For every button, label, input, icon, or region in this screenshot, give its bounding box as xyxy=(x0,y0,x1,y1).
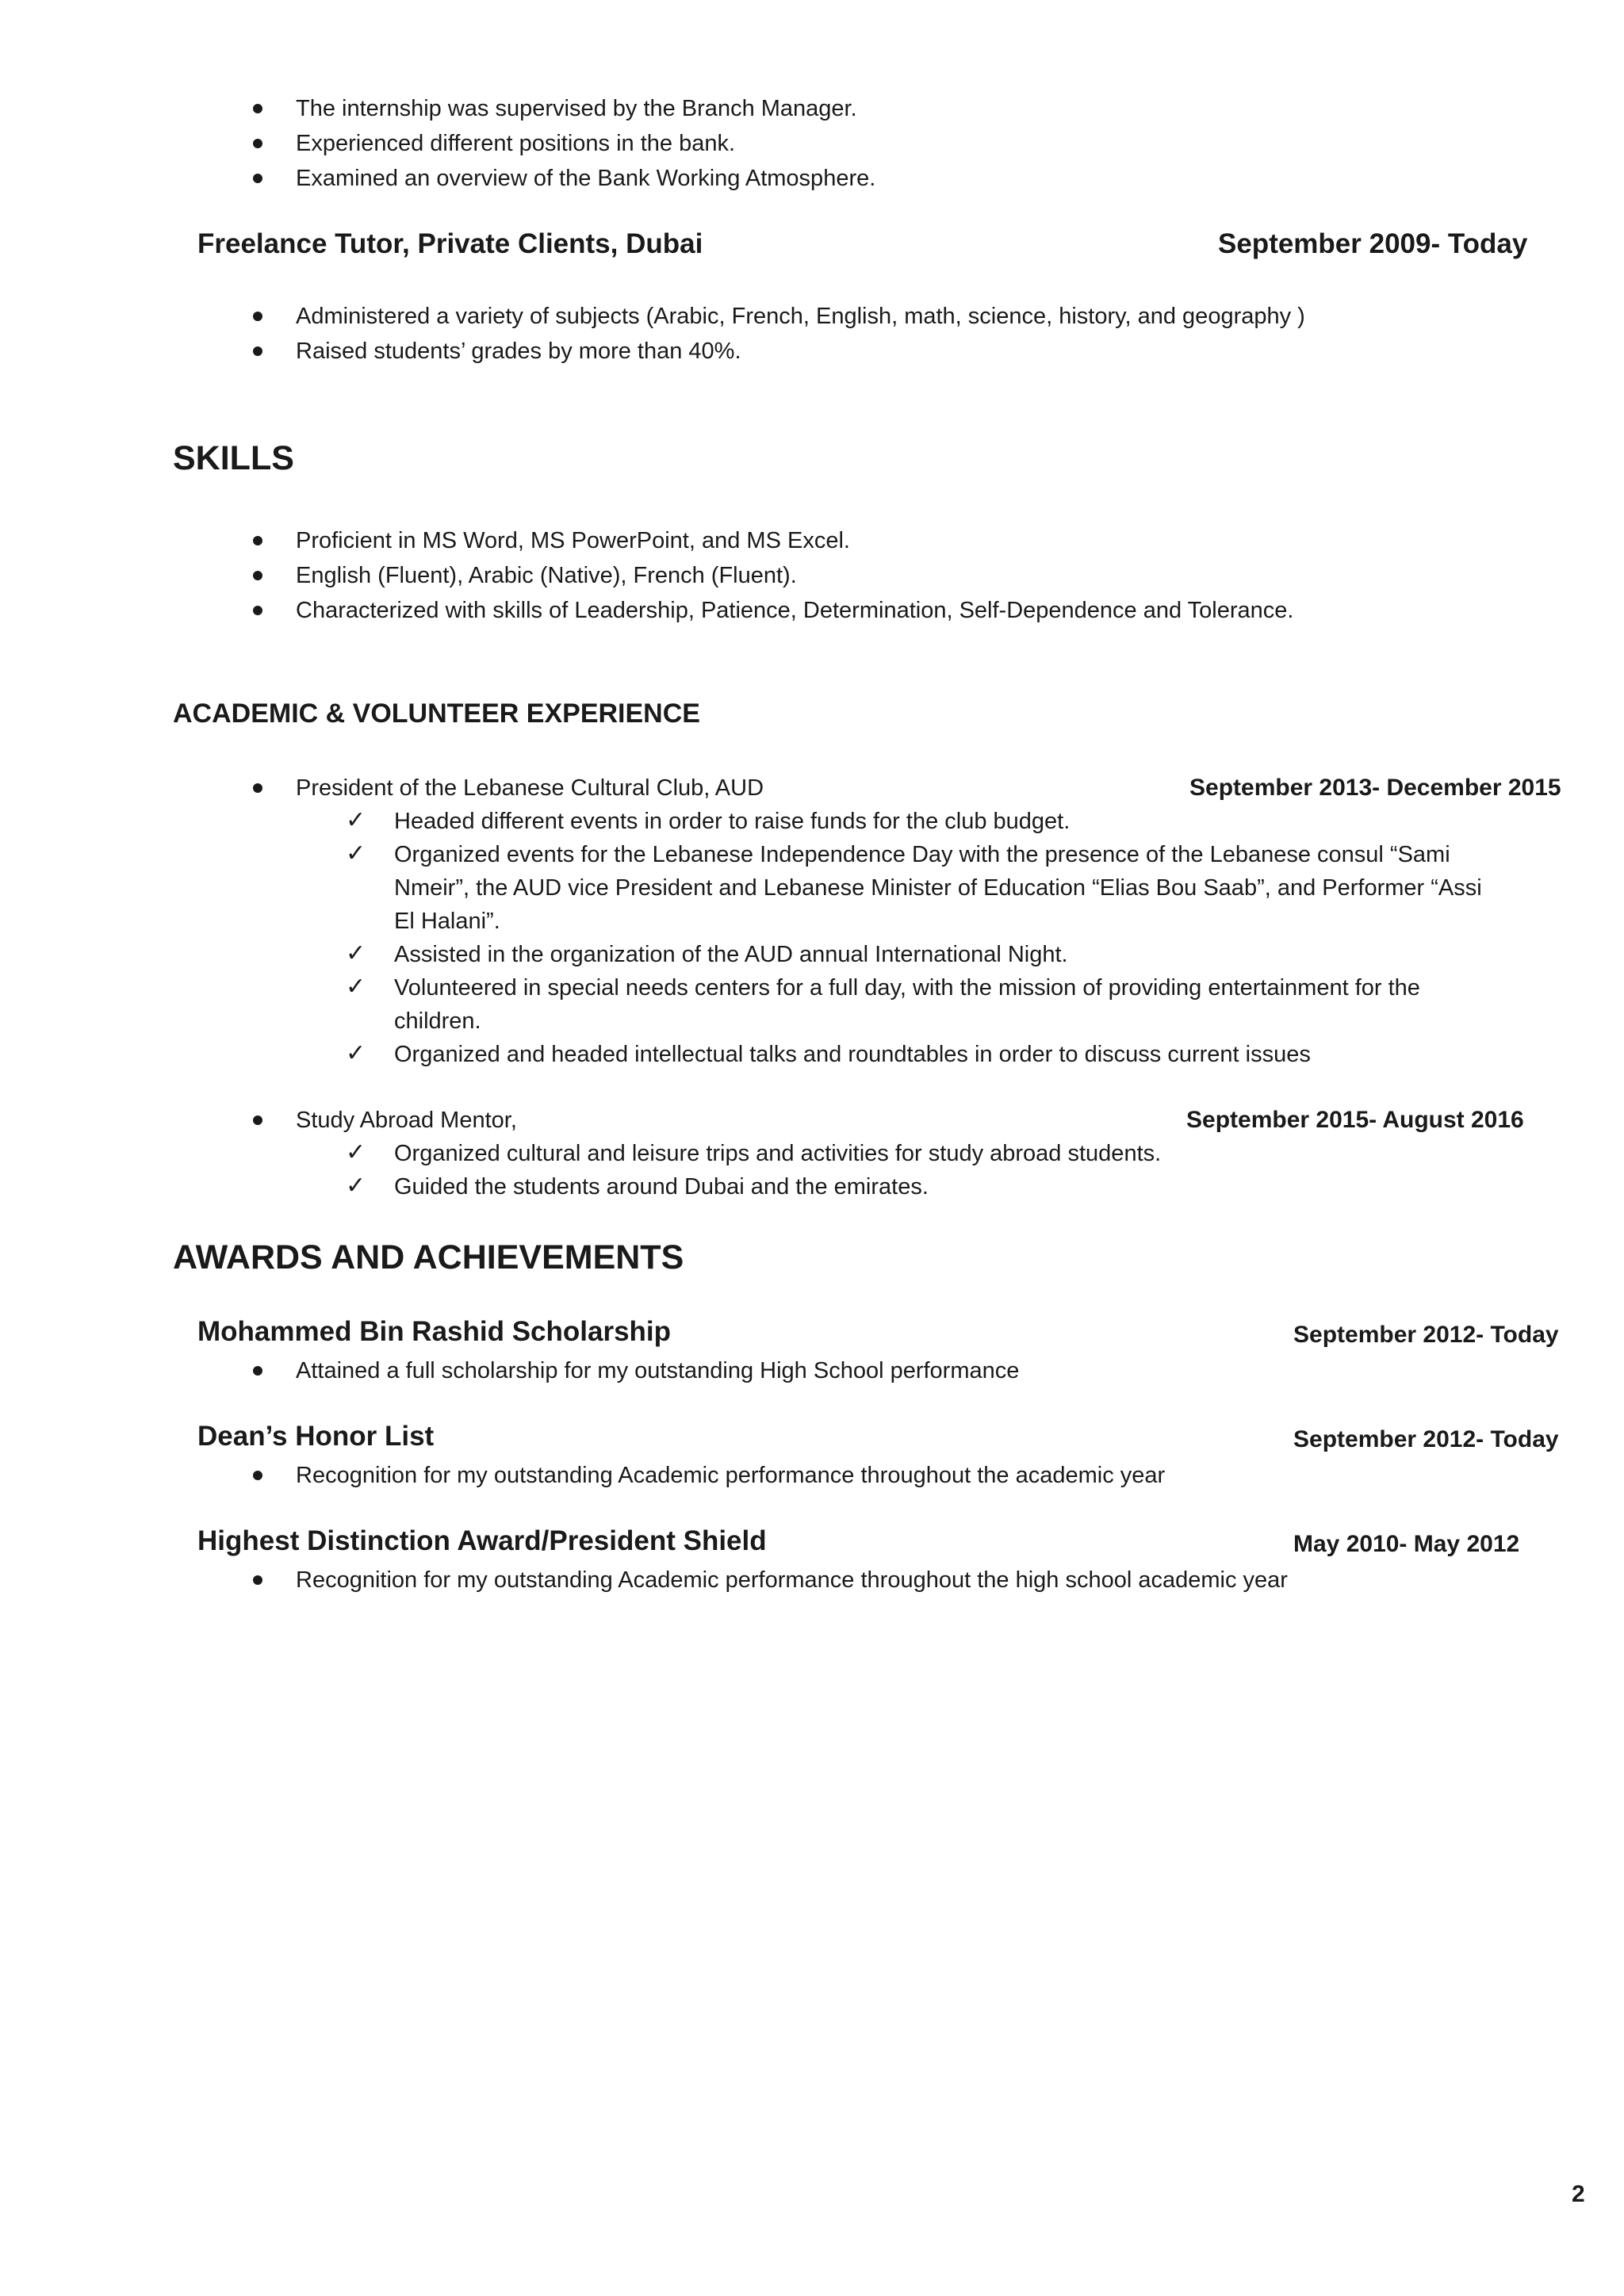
freelance-bullet: Administered a variety of subjects (Arabic, French, English, math, science, history, and geography ) xyxy=(296,304,1305,329)
check-mark-icon: ✓ xyxy=(346,840,366,867)
academic-line: children. xyxy=(394,1008,481,1034)
award-bullet: Recognition for my outstanding Academic performance throughout the academic year xyxy=(296,1463,1166,1488)
skills-bullet: Proficient in MS Word, MS PowerPoint, and MS Excel. xyxy=(296,528,850,553)
skills-heading: SKILLS xyxy=(173,439,294,477)
freelance-title: Freelance Tutor, Private Clients, Dubai xyxy=(197,228,703,259)
academic-line: Guided the students around Dubai and the emirates. xyxy=(394,1174,929,1200)
bullet-dot-icon xyxy=(253,606,262,615)
award-bullet: Attained a full scholarship for my outstanding High School performance xyxy=(296,1358,1020,1383)
award-title: Mohammed Bin Rashid Scholarship xyxy=(197,1316,672,1347)
bullet-dot-icon xyxy=(253,1471,262,1480)
check-mark-icon: ✓ xyxy=(346,806,366,834)
award-title: Highest Distinction Award/President Shield xyxy=(197,1525,767,1556)
academic-entry-title: Study Abroad Mentor, xyxy=(296,1108,517,1133)
award-bullet: Recognition for my outstanding Academic performance throughout the high school academic year xyxy=(296,1567,1288,1593)
academic-line: Assisted in the organization of the AUD annual International Night. xyxy=(394,942,1068,967)
bullet-dot-icon xyxy=(253,1575,262,1585)
academic-line: Nmeir”, the AUD vice President and Lebanese Minister of Education “Elias Bou Saab”, and Performer “Assi xyxy=(394,875,1482,901)
bullet-dot-icon xyxy=(253,104,262,113)
freelance-bullet: Raised students’ grades by more than 40%. xyxy=(296,339,741,364)
bullet-dot-icon xyxy=(253,783,262,793)
academic-entry-date: September 2013- December 2015 xyxy=(1189,775,1561,801)
bullet-dot-icon xyxy=(253,536,262,545)
academic-entry-date: September 2015- August 2016 xyxy=(1186,1107,1524,1133)
academic-line: Organized and headed intellectual talks and roundtables in order to discuss current issues xyxy=(394,1042,1311,1067)
bullet-dot-icon xyxy=(253,139,262,148)
check-mark-icon: ✓ xyxy=(346,973,366,1001)
bullet-dot-icon xyxy=(253,571,262,580)
award-date: September 2012- Today xyxy=(1293,1322,1559,1348)
award-date: May 2010- May 2012 xyxy=(1293,1531,1520,1557)
internship-bullet: The internship was supervised by the Branch Manager. xyxy=(296,96,857,121)
academic-line: Headed different events in order to raise funds for the club budget. xyxy=(394,809,1071,834)
awards-heading: AWARDS AND ACHIEVEMENTS xyxy=(173,1238,684,1276)
check-mark-icon: ✓ xyxy=(346,939,366,967)
freelance-date: September 2009- Today xyxy=(1218,228,1528,259)
bullet-dot-icon xyxy=(253,346,262,356)
page-number: 2 xyxy=(1572,2181,1585,2207)
award-title: Dean’s Honor List xyxy=(197,1421,435,1452)
academic-line: El Halani”. xyxy=(394,909,500,934)
check-mark-icon: ✓ xyxy=(346,1138,366,1166)
check-mark-icon: ✓ xyxy=(346,1172,366,1200)
skills-bullet: Characterized with skills of Leadership, Patience, Determination, Self-Dependence and Tolerance. xyxy=(296,598,1294,623)
internship-bullet: Experienced different positions in the bank. xyxy=(296,131,736,156)
bullet-dot-icon xyxy=(253,312,262,321)
academic-line: Organized events for the Lebanese Independence Day with the presence of the Lebanese consul “Sami xyxy=(394,842,1450,867)
skills-bullet: English (Fluent), Arabic (Native), French (Fluent). xyxy=(296,563,797,588)
check-mark-icon: ✓ xyxy=(346,1039,366,1067)
academic-entry-title: President of the Lebanese Cultural Club, AUD xyxy=(296,775,764,801)
academic-line: Volunteered in special needs centers for a full day, with the mission of providing entertainment for the xyxy=(394,975,1420,1001)
academic-heading: ACADEMIC & VOLUNTEER EXPERIENCE xyxy=(173,698,700,729)
bullet-dot-icon xyxy=(253,1366,262,1376)
internship-bullet: Examined an overview of the Bank Working Atmosphere. xyxy=(296,166,876,191)
academic-line: Organized cultural and leisure trips and activities for study abroad students. xyxy=(394,1141,1162,1166)
award-date: September 2012- Today xyxy=(1293,1426,1559,1452)
bullet-dot-icon xyxy=(253,174,262,183)
bullet-dot-icon xyxy=(253,1115,262,1125)
